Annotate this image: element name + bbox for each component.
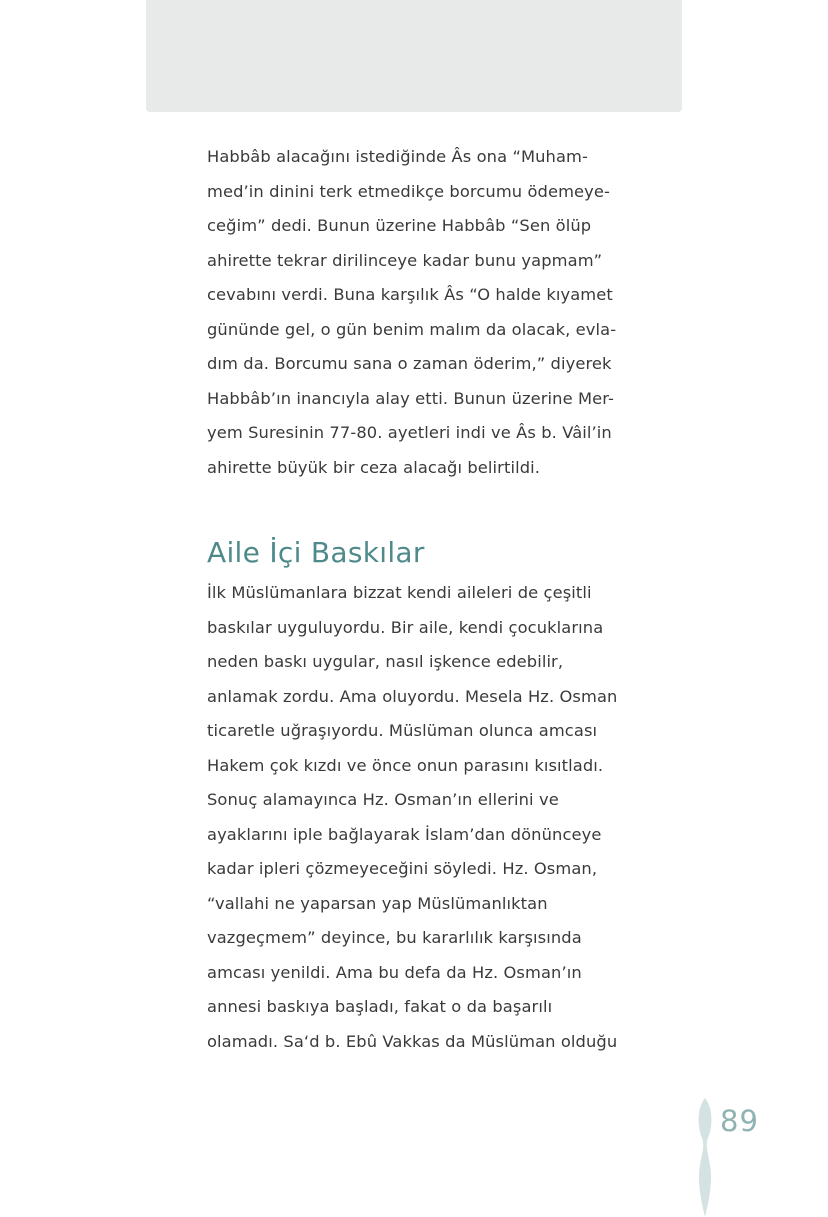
text-line: “vallahi ne yaparsan yap Müslümanlıktan (207, 893, 548, 913)
text-line: baskılar uyguluyordu. Bir aile, kendi çocuklarına (207, 617, 604, 637)
text-line: Habbâb’ın inancıyla alay etti. Bunun üzerine Mer- (207, 388, 614, 408)
page-ornament-icon (692, 1098, 718, 1217)
text-line: ayaklarını iple bağlayarak İslam’dan dönünceye (207, 824, 602, 844)
text-line: med’in dinini terk etmedikçe borcumu ödemeye- (207, 181, 611, 201)
text-line: cevabını verdi. Buna karşılık Âs “O halde kıyamet (207, 285, 613, 304)
text-line: Habbâb alacağını istediğinde Âs ona “Muham- (207, 147, 588, 166)
text-line: kadar ipleri çözmeyeceğini söyledi. Hz. Osman, (207, 859, 598, 878)
text-line: ceğim” dedi. Bunun üzerine Habbâb “Sen ölüp (207, 216, 592, 235)
page-content (207, 140, 647, 1059)
text-line: İlk Müslümanlara bizzat kendi aileleri de çeşitli (207, 583, 592, 602)
text-line: vazgeçmem” deyince, bu kararlılık karşısında (207, 928, 582, 947)
text-line: neden baskı uygular, nasıl işkence edebilir, (207, 652, 564, 671)
text-line: annesi baskıya başladı, fakat o da başarılı (207, 997, 553, 1016)
page-number: 89 (720, 1104, 759, 1138)
paragraph-family-pressure (207, 576, 647, 1059)
header-panel (146, 0, 682, 112)
section-heading: Aile İçi Baskılar (207, 536, 425, 569)
text-line: dım da. Borcumu sana o zaman öderim,” diyerek (207, 354, 612, 373)
text-line: amcası yenildi. Ama bu defa da Hz. Osman’ın (207, 962, 582, 982)
paragraph-habbab (207, 140, 647, 485)
text-line: Sonuç alamayınca Hz. Osman’ın ellerini ve (207, 790, 559, 809)
text-line: yem Suresinin 77-80. ayetleri indi ve Âs b. Vâil’in (207, 423, 612, 442)
text-line: Hakem çok kızdı ve önce onun parasını kısıtladı. (207, 755, 604, 775)
text-line: ahirette büyük bir ceza alacağı belirtildi. (207, 457, 541, 477)
text-line: ahirette tekrar dirilinceye kadar bunu yapmam” (207, 250, 603, 270)
text-line: anlamak zordu. Ama oluyordu. Mesela Hz. Osman (207, 686, 618, 706)
text-line: ticaretle uğraşıyordu. Müslüman olunca amcası (207, 721, 598, 740)
text-line: olamadı. Sa‘d b. Ebû Vakkas da Müslüman olduğu (207, 1031, 618, 1051)
text-line: gününde gel, o gün benim malım da olacak, evla- (207, 319, 617, 339)
